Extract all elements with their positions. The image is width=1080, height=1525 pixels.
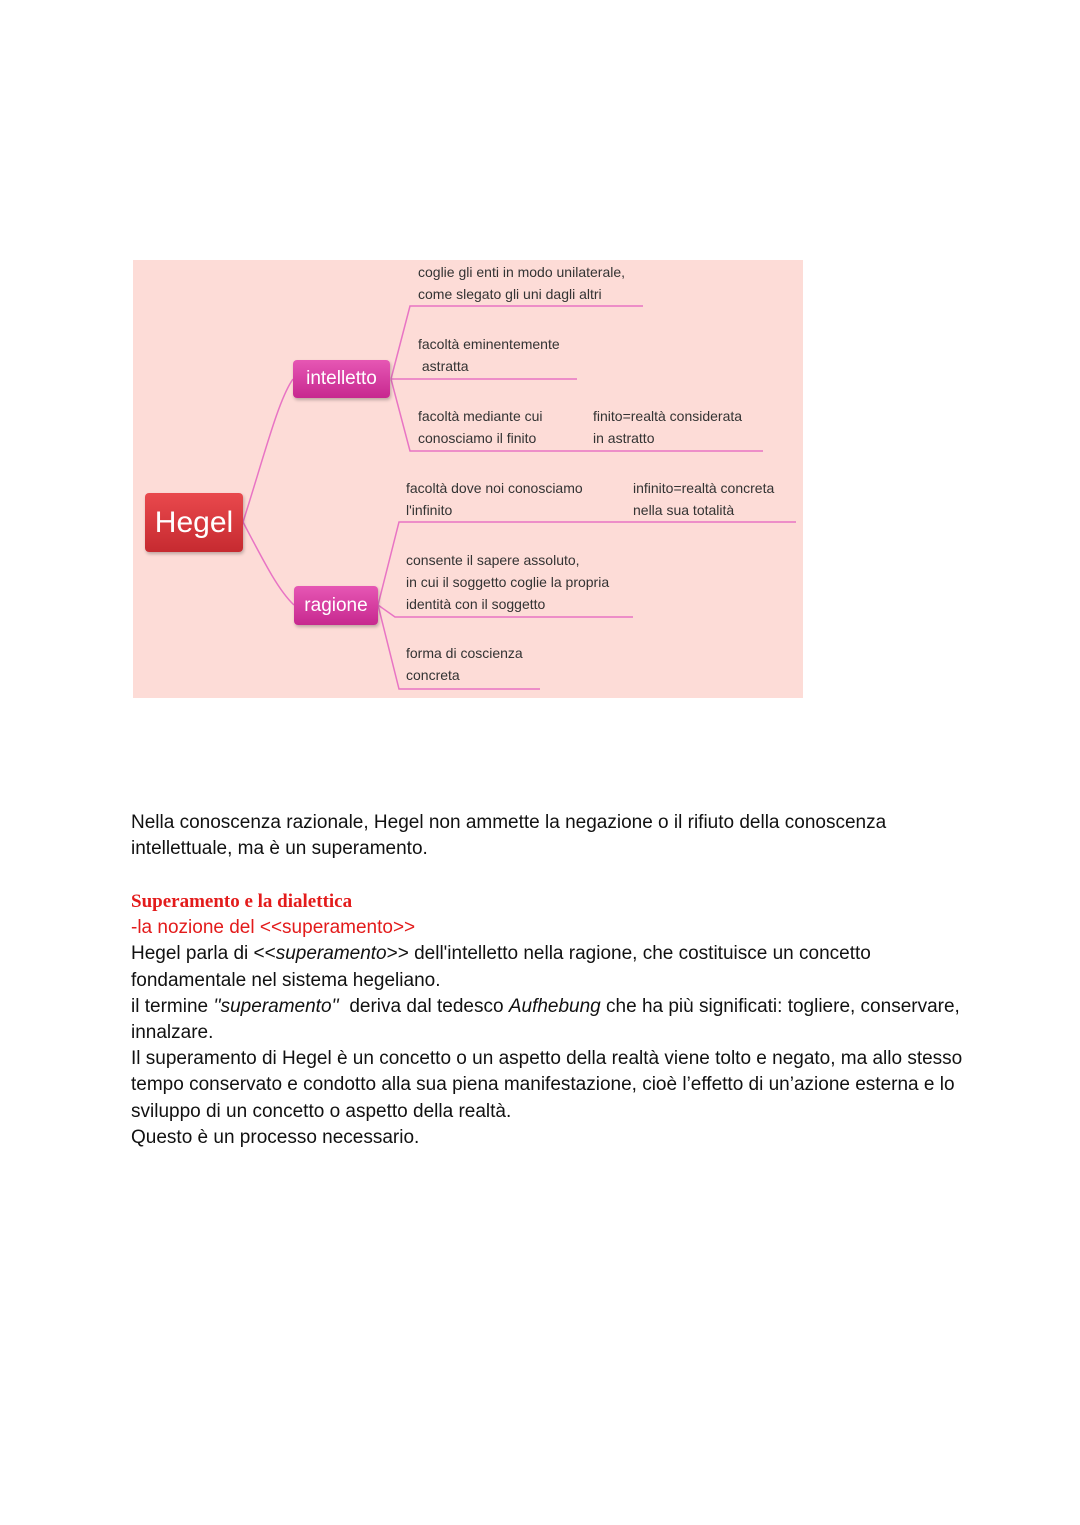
leaf-intelletto-1: coglie gli enti in modo unilaterale, come slegato gli uni dagli altri bbox=[418, 264, 626, 302]
p2-text: il termine bbox=[131, 995, 214, 1017]
intro-text: Nella conoscenza razionale, Hegel non ammette la negazione o il rifiuto della conoscenza intellettuale, ma è un superamento. bbox=[131, 812, 887, 860]
paragraph-2 bbox=[131, 994, 971, 1046]
node-intelletto: intelletto bbox=[293, 360, 390, 398]
node-ragione: ragione bbox=[294, 586, 378, 625]
paragraph-3: Il superamento di Hegel è un concetto o un aspetto della realtà viene tolto e negato, ma allo stesso tempo conservato e condotto alla sua piena manifestazione, cioè l’effetto di un’azione esterna e lo sviluppo di un concetto o aspetto della realtà. bbox=[131, 1048, 963, 1122]
paragraph-1 bbox=[131, 941, 971, 993]
leaf-ragione-2: consente il sapere assoluto, in cui il soggetto coglie la propria identità con il soggetto bbox=[406, 552, 610, 612]
mind-map bbox=[133, 260, 803, 698]
p2-text-mid: deriva dal tedesco bbox=[338, 995, 509, 1017]
leaf-intelletto-2: facoltà eminentemente astratta bbox=[418, 336, 560, 374]
section-superamento bbox=[131, 889, 971, 1151]
p2-italic-term: ''superamento'' bbox=[213, 995, 339, 1017]
section-heading: Superamento e la dialettica bbox=[131, 891, 353, 912]
leaf-ragione-1: facoltà dove noi conosciamo l'infinito bbox=[406, 480, 583, 518]
leaf-intelletto-3: facoltà mediante cui conosciamo il finito bbox=[418, 408, 543, 446]
p2-text-end: che ha più significati: togliere, conservare, innalzare. bbox=[131, 995, 960, 1044]
p2-italic-aufhebung: Aufhebung bbox=[508, 995, 601, 1017]
leaf-ragione-1-note: infinito=realtà concreta nella sua totalità bbox=[633, 480, 775, 518]
p1-italic: superamento bbox=[275, 943, 387, 965]
paragraph-4: Questo è un processo necessario. bbox=[131, 1126, 420, 1148]
p1-text-end: >> dell'intelletto nella ragione, che costituisce un concetto fondamentale nel sistema hegeliano. bbox=[131, 943, 871, 991]
leaf-ragione-3: forma di coscienza concreta bbox=[406, 645, 523, 683]
intro-paragraph bbox=[131, 810, 971, 862]
p1-text: Hegel parla di << bbox=[131, 943, 276, 965]
section-subheading: -la nozione del <<superamento>> bbox=[131, 917, 416, 939]
root-node-hegel: Hegel bbox=[145, 493, 243, 552]
leaf-intelletto-3-note: finito=realtà considerata in astratto bbox=[593, 408, 743, 446]
